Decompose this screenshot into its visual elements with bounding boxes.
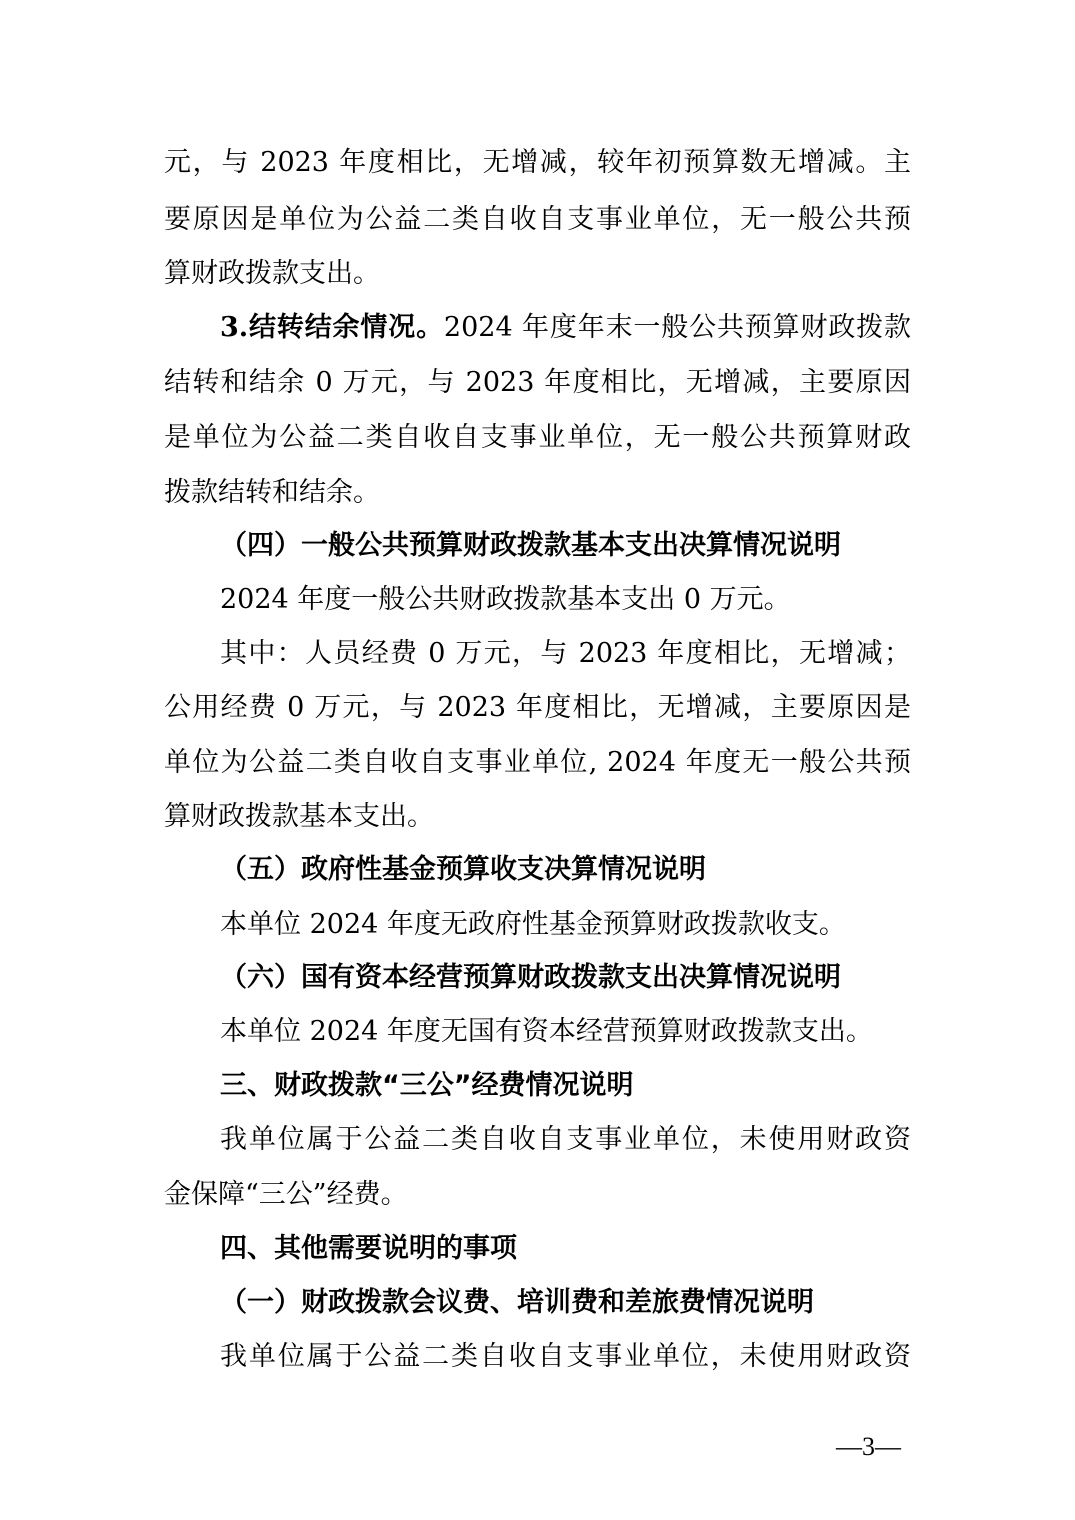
- body-text-line: 单位为公益二类自收自支事业单位, 2024 年度无一般公共预: [164, 747, 911, 778]
- section-heading: 四、其他需要说明的事项: [220, 1233, 517, 1264]
- body-text-line: 算财政拨款支出。: [164, 258, 380, 289]
- body-text-line: 2024 年度一般公共财政拨款基本支出 0 万元。: [220, 584, 791, 615]
- section-heading: （一）财政拨款会议费、培训费和差旅费情况说明: [220, 1287, 814, 1318]
- body-text-line: 结转和结余 0 万元，与 2023 年度相比，无增减，主要原因: [164, 367, 911, 398]
- body-text-line: 我单位属于公益二类自收自支事业单位，未使用财政资: [220, 1124, 911, 1155]
- section-heading: （五）政府性基金预算收支决算情况说明: [220, 854, 706, 885]
- body-text-line: 元，与 2023 年度相比，无增减，较年初预算数无增减。主: [164, 147, 911, 178]
- body-text-line: 公用经费 0 万元，与 2023 年度相比，无增减，主要原因是: [164, 692, 911, 723]
- paragraph-carryover: [220, 308, 911, 348]
- page-number: —3—: [836, 1432, 901, 1461]
- body-text-line: 其中：人员经费 0 万元，与 2023 年度相比，无增减；: [220, 638, 911, 669]
- body-text-line: 本单位 2024 年度无政府性基金预算财政拨款收支。: [220, 909, 846, 940]
- body-text: 2024 年度年末一般公共预算财政拨款: [443, 312, 911, 343]
- body-text-line: 算财政拨款基本支出。: [164, 801, 434, 832]
- section-heading: 三、财政拨款“三公”经费情况说明: [220, 1070, 634, 1101]
- body-text-line: 要原因是单位为公益二类自收自支事业单位，无一般公共预: [164, 204, 911, 235]
- body-text-line: 金保障“三公”经费。: [164, 1179, 408, 1210]
- body-text-line: 拨款结转和结余。: [164, 477, 380, 508]
- section-heading: （四）一般公共预算财政拨款基本支出决算情况说明: [220, 530, 841, 561]
- section-heading: （六）国有资本经营预算财政拨款支出决算情况说明: [220, 962, 841, 993]
- body-text-line: 是单位为公益二类自收自支事业单位，无一般公共预算财政: [164, 422, 911, 453]
- inline-heading: 3.结转结余情况。: [220, 312, 444, 343]
- body-text-line: 本单位 2024 年度无国有资本经营预算财政拨款支出。: [220, 1016, 873, 1047]
- body-text-line: 我单位属于公益二类自收自支事业单位，未使用财政资: [220, 1341, 911, 1372]
